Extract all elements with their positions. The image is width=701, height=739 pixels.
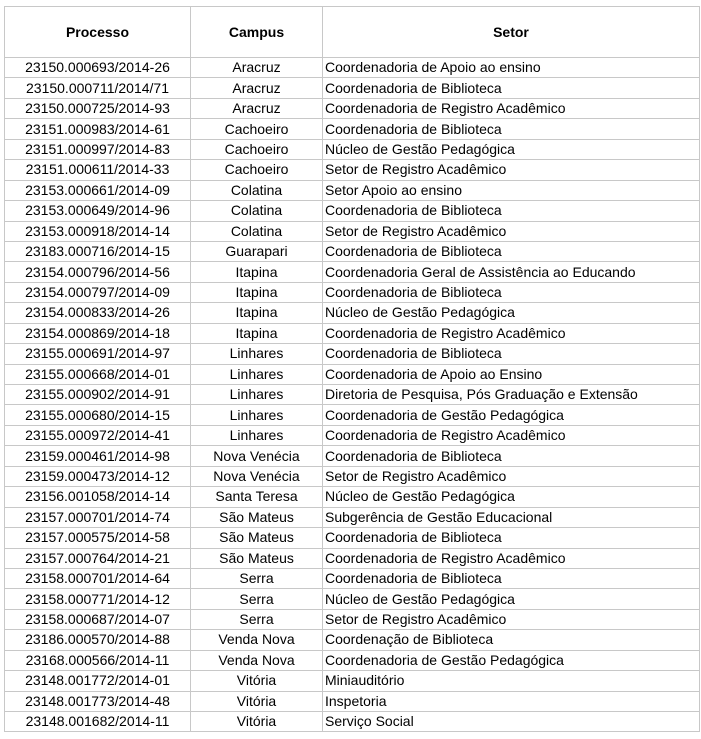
table-row	[5, 712, 700, 732]
cell-campus: São Mateus	[191, 528, 323, 548]
table-row	[5, 344, 700, 364]
cell-campus: Cachoeiro	[191, 139, 323, 159]
cell-campus: Nova Venécia	[191, 466, 323, 486]
cell-processo: 23154.000797/2014-09	[5, 282, 191, 302]
cell-processo: 23155.000691/2014-97	[5, 344, 191, 364]
table-row	[5, 487, 700, 507]
cell-setor: Coordenadoria de Registro Acadêmico	[323, 98, 700, 118]
cell-processo: 23150.000725/2014-93	[5, 98, 191, 118]
table-row	[5, 201, 700, 221]
cell-campus: Aracruz	[191, 78, 323, 98]
table-row	[5, 425, 700, 445]
header-row	[5, 7, 700, 58]
cell-setor: Coordenadoria de Biblioteca	[323, 78, 700, 98]
cell-campus: Serra	[191, 568, 323, 588]
cell-processo: 23155.000902/2014-91	[5, 385, 191, 405]
cell-setor: Núcleo de Gestão Pedagógica	[323, 303, 700, 323]
cell-setor: Setor Apoio ao ensino	[323, 180, 700, 200]
cell-setor: Coordenação de Biblioteca	[323, 630, 700, 650]
header-setor: Setor	[323, 7, 700, 58]
cell-setor: Coordenadoria de Biblioteca	[323, 241, 700, 261]
header-processo: Processo	[5, 7, 191, 58]
table-row	[5, 221, 700, 241]
table-row	[5, 548, 700, 568]
cell-setor: Coordenadoria de Biblioteca	[323, 446, 700, 466]
cell-campus: Vitória	[191, 691, 323, 711]
cell-processo: 23158.000701/2014-64	[5, 568, 191, 588]
cell-campus: Nova Venécia	[191, 446, 323, 466]
table-row	[5, 282, 700, 302]
cell-setor: Coordenadoria de Gestão Pedagógica	[323, 405, 700, 425]
cell-processo: 23155.000668/2014-01	[5, 364, 191, 384]
table-row	[5, 568, 700, 588]
table-row	[5, 671, 700, 691]
cell-setor: Coordenadoria de Gestão Pedagógica	[323, 650, 700, 670]
cell-processo: 23158.000771/2014-12	[5, 589, 191, 609]
cell-processo: 23148.001682/2014-11	[5, 712, 191, 732]
cell-setor: Coordenadoria de Biblioteca	[323, 282, 700, 302]
table-row	[5, 446, 700, 466]
table-row	[5, 507, 700, 527]
cell-setor: Miniauditório	[323, 671, 700, 691]
header-campus: Campus	[191, 7, 323, 58]
table-row	[5, 528, 700, 548]
cell-setor: Diretoria de Pesquisa, Pós Graduação e Extensão	[323, 385, 700, 405]
cell-campus: Itapina	[191, 262, 323, 282]
table-row	[5, 650, 700, 670]
cell-campus: Serra	[191, 609, 323, 629]
cell-campus: São Mateus	[191, 548, 323, 568]
cell-processo: 23153.000918/2014-14	[5, 221, 191, 241]
cell-campus: Linhares	[191, 344, 323, 364]
cell-processo: 23150.000693/2014-26	[5, 58, 191, 78]
cell-campus: Vitória	[191, 712, 323, 732]
table-row	[5, 241, 700, 261]
cell-setor: Serviço Social	[323, 712, 700, 732]
table-row	[5, 405, 700, 425]
table-row	[5, 364, 700, 384]
cell-setor: Núcleo de Gestão Pedagógica	[323, 589, 700, 609]
cell-processo: 23153.000649/2014-96	[5, 201, 191, 221]
cell-processo: 23148.001772/2014-01	[5, 671, 191, 691]
cell-processo: 23157.000575/2014-58	[5, 528, 191, 548]
cell-campus: São Mateus	[191, 507, 323, 527]
table-row	[5, 160, 700, 180]
cell-campus: Serra	[191, 589, 323, 609]
cell-campus: Vitória	[191, 671, 323, 691]
table-row	[5, 323, 700, 343]
cell-processo: 23157.000764/2014-21	[5, 548, 191, 568]
cell-campus: Linhares	[191, 364, 323, 384]
cell-setor: Coordenadoria de Biblioteca	[323, 568, 700, 588]
cell-setor: Coordenadoria de Apoio ao Ensino	[323, 364, 700, 384]
cell-setor: Coordenadoria de Biblioteca	[323, 201, 700, 221]
cell-setor: Núcleo de Gestão Pedagógica	[323, 487, 700, 507]
cell-processo: 23183.000716/2014-15	[5, 241, 191, 261]
cell-processo: 23153.000661/2014-09	[5, 180, 191, 200]
cell-processo: 23157.000701/2014-74	[5, 507, 191, 527]
table-row	[5, 630, 700, 650]
table-row	[5, 609, 700, 629]
table-row	[5, 691, 700, 711]
table-row	[5, 589, 700, 609]
cell-setor: Setor de Registro Acadêmico	[323, 466, 700, 486]
cell-setor: Setor de Registro Acadêmico	[323, 221, 700, 241]
cell-setor: Coordenadoria de Biblioteca	[323, 344, 700, 364]
cell-processo: 23148.001773/2014-48	[5, 691, 191, 711]
cell-processo: 23151.000997/2014-83	[5, 139, 191, 159]
cell-campus: Colatina	[191, 180, 323, 200]
cell-processo: 23151.000983/2014-61	[5, 119, 191, 139]
cell-campus: Aracruz	[191, 98, 323, 118]
cell-campus: Itapina	[191, 323, 323, 343]
cell-processo: 23155.000680/2014-15	[5, 405, 191, 425]
cell-processo: 23154.000833/2014-26	[5, 303, 191, 323]
cell-setor: Coordenadoria de Registro Acadêmico	[323, 548, 700, 568]
cell-setor: Coordenadoria de Biblioteca	[323, 528, 700, 548]
table-row	[5, 262, 700, 282]
cell-processo: 23154.000869/2014-18	[5, 323, 191, 343]
table-row	[5, 119, 700, 139]
table-row	[5, 385, 700, 405]
table-row	[5, 98, 700, 118]
cell-setor: Coordenadoria de Biblioteca	[323, 119, 700, 139]
cell-setor: Núcleo de Gestão Pedagógica	[323, 139, 700, 159]
cell-campus: Colatina	[191, 201, 323, 221]
cell-processo: 23156.001058/2014-14	[5, 487, 191, 507]
cell-campus: Itapina	[191, 282, 323, 302]
cell-processo: 23159.000473/2014-12	[5, 466, 191, 486]
cell-campus: Itapina	[191, 303, 323, 323]
cell-processo: 23158.000687/2014-07	[5, 609, 191, 629]
cell-setor: Subgerência de Gestão Educacional	[323, 507, 700, 527]
cell-processo: 23168.000566/2014-11	[5, 650, 191, 670]
cell-processo: 23155.000972/2014-41	[5, 425, 191, 445]
cell-campus: Linhares	[191, 405, 323, 425]
cell-setor: Setor de Registro Acadêmico	[323, 160, 700, 180]
cell-campus: Venda Nova	[191, 650, 323, 670]
cell-campus: Venda Nova	[191, 630, 323, 650]
cell-campus: Linhares	[191, 425, 323, 445]
cell-campus: Santa Teresa	[191, 487, 323, 507]
table-row	[5, 78, 700, 98]
cell-processo: 23186.000570/2014-88	[5, 630, 191, 650]
cell-setor: Setor de Registro Acadêmico	[323, 609, 700, 629]
table-row	[5, 58, 700, 78]
cell-campus: Cachoeiro	[191, 119, 323, 139]
cell-setor: Coordenadoria de Registro Acadêmico	[323, 323, 700, 343]
cell-processo: 23159.000461/2014-98	[5, 446, 191, 466]
table-body	[5, 58, 700, 732]
cell-campus: Aracruz	[191, 58, 323, 78]
cell-campus: Cachoeiro	[191, 160, 323, 180]
table-row	[5, 180, 700, 200]
table-row	[5, 303, 700, 323]
cell-processo: 23154.000796/2014-56	[5, 262, 191, 282]
cell-setor: Coordenadoria Geral de Assistência ao Educando	[323, 262, 700, 282]
process-table	[4, 6, 700, 732]
cell-setor: Coordenadoria de Registro Acadêmico	[323, 425, 700, 445]
table-row	[5, 466, 700, 486]
cell-processo: 23150.000711/2014/71	[5, 78, 191, 98]
cell-setor: Coordenadoria de Apoio ao ensino	[323, 58, 700, 78]
table-row	[5, 139, 700, 159]
cell-setor: Inspetoria	[323, 691, 700, 711]
cell-campus: Colatina	[191, 221, 323, 241]
cell-campus: Linhares	[191, 385, 323, 405]
cell-campus: Guarapari	[191, 241, 323, 261]
cell-processo: 23151.000611/2014-33	[5, 160, 191, 180]
